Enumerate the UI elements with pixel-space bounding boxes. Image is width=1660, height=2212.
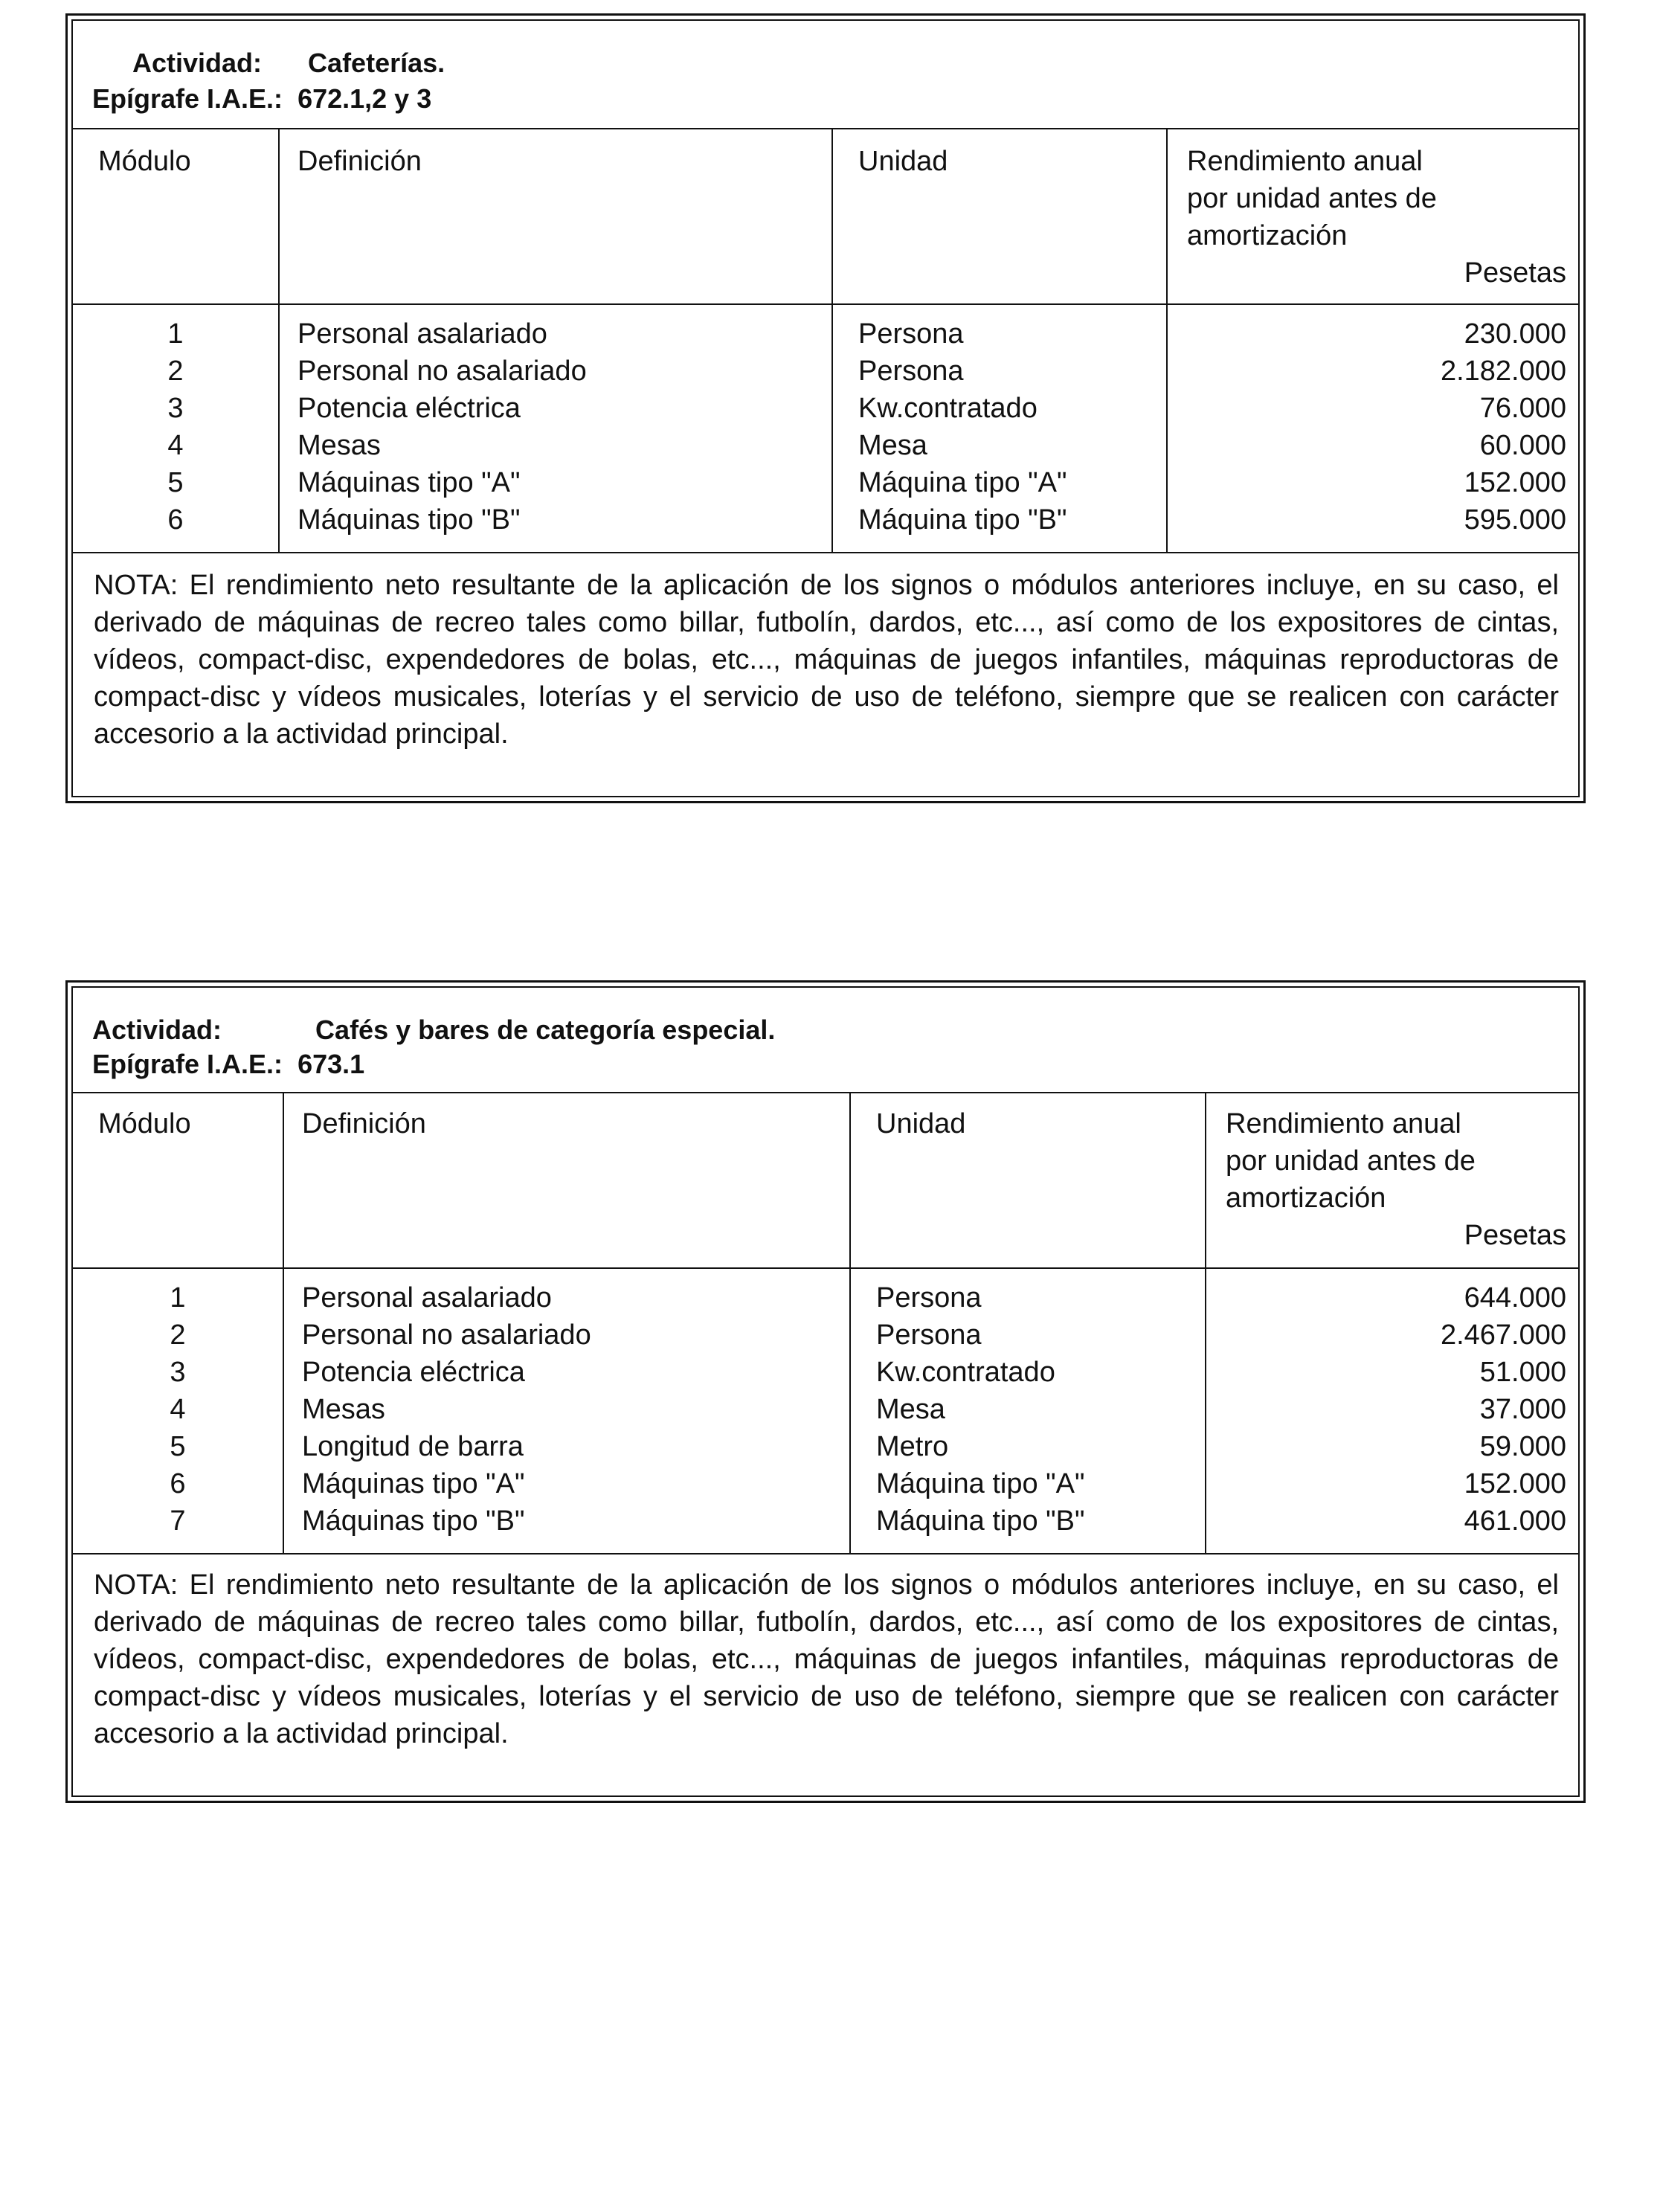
col-header-unidad: Unidad [876,1108,966,1139]
cell-definicion: Máquinas tipo "A" [302,1468,525,1499]
table-row [73,1428,1578,1465]
cell-definicion: Máquinas tipo "A" [297,467,521,498]
cell-valor: 595.000 [1464,504,1566,536]
cell-valor: 76.000 [1479,393,1566,424]
cell-valor: 230.000 [1464,318,1566,350]
table-row [73,1391,1578,1428]
module-table-cafes-bares [65,980,1586,1803]
table-frame [71,986,1580,1797]
col-header-rendimiento-2: por unidad antes de [1226,1145,1476,1177]
activity-line [92,1015,775,1046]
col-header-rendimiento-3: amortización [1226,1183,1386,1214]
cell-unidad: Kw.contratado [876,1357,1055,1388]
activity-value: Cafeterías. [308,48,445,78]
epigrafe-label: Epígrafe I.A.E.: [92,83,283,114]
cell-modulo: 2 [167,356,184,387]
activity-header [73,988,1578,1093]
cell-modulo: 5 [167,467,184,498]
cell-valor: 37.000 [1479,1394,1566,1425]
cell-modulo: 6 [167,504,184,536]
nota-text: NOTA: El rendimiento neto resultante de la aplicación de los signos o módulos anteriores incluye, en su caso, el derivado de máquinas de recreo tales como billar, futbolín, dardos, etc..., así como de los expositores de cintas, vídeos, compact-disc, expendedores de bolas, etc..., máquinas de juegos infantiles, máquinas reproductoras de compact-disc y vídeos musicales, loterías y el servicio de uso de teléfono, siempre que se realicen con carácter accesorio a la actividad principal. [94,1569,1559,1749]
col-header-rendimiento-2: por unidad antes de [1187,183,1437,214]
data-rows [73,1267,1578,1554]
table-row [73,315,1578,353]
table-row [73,464,1578,501]
col-divider [278,128,280,303]
col-header-rendimiento-1: Rendimiento anual [1226,1108,1461,1139]
cell-unidad: Mesa [858,430,927,461]
col-divider [831,128,833,303]
col-divider [1205,1092,1206,1267]
cell-valor: 51.000 [1479,1357,1566,1388]
epigrafe-line [92,1049,364,1080]
cell-modulo: 3 [167,393,184,424]
cell-definicion: Máquinas tipo "B" [302,1505,525,1537]
data-rows [73,303,1578,553]
cell-valor: 60.000 [1479,430,1566,461]
cell-modulo: 4 [167,430,184,461]
cell-unidad: Persona [858,356,964,387]
nota-text: NOTA: El rendimiento neto resultante de la aplicación de los signos o módulos anteriores incluye, en su caso, el derivado de máquinas de recreo tales como billar, futbolín, dardos, etc..., así como de los expositores de cintas, vídeos, compact-disc, expendedores de bolas, etc..., máquinas de juegos infantiles, máquinas reproductoras de compact-disc y vídeos musicales, loterías y el servicio de uso de teléfono, siempre que se realicen con carácter accesorio a la actividad principal. [94,570,1559,750]
cell-valor: 2.467.000 [1440,1319,1566,1351]
table-frame [71,19,1580,797]
col-divider [1166,128,1168,303]
table-row [73,1354,1578,1391]
table-row [73,1465,1578,1502]
cell-unidad: Kw.contratado [858,393,1038,424]
cell-valor: 644.000 [1464,1282,1566,1314]
cell-modulo: 1 [170,1282,186,1314]
col-header-moneda: Pesetas [1464,1220,1566,1251]
epigrafe-line [92,83,431,115]
table-row [73,390,1578,427]
cell-definicion: Máquinas tipo "B" [297,504,521,536]
cell-valor: 152.000 [1464,1468,1566,1499]
activity-value: Cafés y bares de categoría especial. [315,1015,776,1045]
cell-definicion: Mesas [297,430,381,461]
activity-label: Actividad: [132,48,263,78]
cell-unidad: Máquina tipo "B" [876,1505,1085,1537]
table-row [73,1502,1578,1540]
module-table-cafeterias [65,13,1586,803]
epigrafe-label: Epígrafe I.A.E.: [92,1049,283,1079]
col-header-definicion: Definición [302,1108,426,1139]
cell-modulo: 4 [170,1394,186,1425]
activity-line [132,48,445,79]
table-row [73,1279,1578,1316]
cell-unidad: Máquina tipo "B" [858,504,1067,536]
table-row [73,353,1578,390]
epigrafe-value: 672.1,2 y 3 [297,83,432,114]
cell-modulo: 1 [167,318,184,350]
cell-unidad: Máquina tipo "A" [858,467,1067,498]
cell-unidad: Metro [876,1431,949,1462]
col-header-definicion: Definición [297,146,422,177]
cell-modulo: 7 [170,1505,186,1537]
cell-unidad: Persona [876,1282,982,1314]
activity-label: Actividad: [92,1015,222,1045]
col-header-modulo: Módulo [98,1108,191,1139]
cell-modulo: 2 [170,1319,186,1351]
cell-unidad: Máquina tipo "A" [876,1468,1085,1499]
cell-definicion: Personal asalariado [297,318,547,350]
cell-definicion: Potencia eléctrica [297,393,521,424]
cell-valor: 152.000 [1464,467,1566,498]
column-header-row [73,1092,1578,1269]
col-divider [849,1092,851,1267]
col-header-rendimiento-3: amortización [1187,220,1348,251]
cell-definicion: Mesas [302,1394,385,1425]
cell-unidad: Persona [876,1319,982,1351]
cell-definicion: Personal no asalariado [302,1319,591,1351]
cell-unidad: Persona [858,318,964,350]
cell-modulo: 3 [170,1357,186,1388]
col-header-rendimiento-1: Rendimiento anual [1187,146,1423,177]
cell-valor: 2.182.000 [1440,356,1566,387]
col-header-moneda: Pesetas [1464,257,1566,289]
table-row [73,501,1578,538]
column-header-row [73,128,1578,305]
cell-unidad: Mesa [876,1394,945,1425]
table-row [73,1316,1578,1354]
col-header-unidad: Unidad [858,146,948,177]
cell-definicion: Longitud de barra [302,1431,524,1462]
col-divider [283,1092,284,1267]
table-row [73,427,1578,464]
cell-modulo: 6 [170,1468,186,1499]
cell-valor: 59.000 [1479,1431,1566,1462]
cell-definicion: Personal asalariado [302,1282,552,1314]
cell-modulo: 5 [170,1431,186,1462]
activity-header [73,21,1578,129]
epigrafe-value: 673.1 [297,1049,365,1079]
cell-definicion: Personal no asalariado [297,356,587,387]
cell-valor: 461.000 [1464,1505,1566,1537]
cell-definicion: Potencia eléctrica [302,1357,525,1388]
col-header-modulo: Módulo [98,146,191,177]
